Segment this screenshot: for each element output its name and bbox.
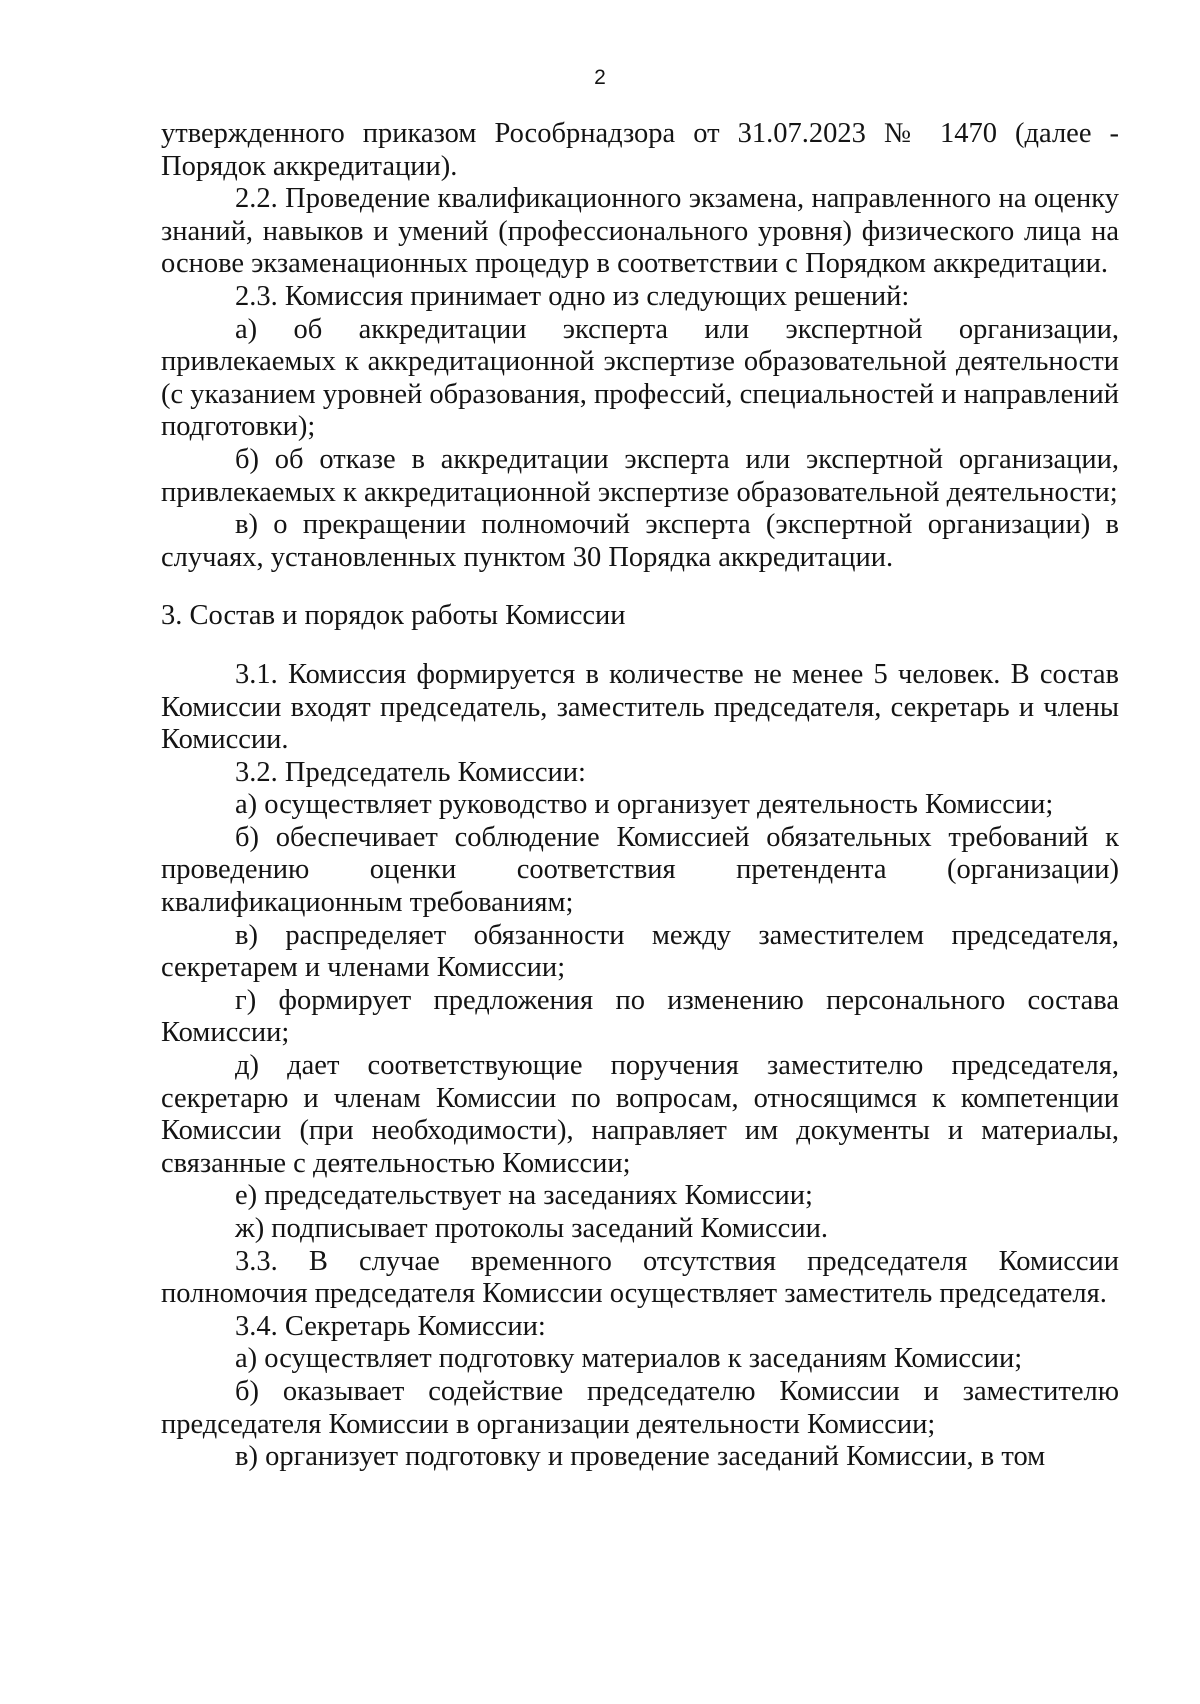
paragraph: б) об отказе в аккредитации эксперта или экспертной организации, привлекаемых к аккредитационной экспертизе образовательной деятельности; xyxy=(161,443,1119,508)
paragraph: утвержденного приказом Рособрнадзора от 31.07.2023 № 1470 (далее - Порядок аккредитации). xyxy=(161,118,1119,182)
paragraph: а) осуществляет подготовку материалов к заседаниям Комиссии; xyxy=(235,1343,1023,1375)
paragraph: 3.4. Секретарь Комиссии: xyxy=(235,1310,546,1342)
page-number: 2 xyxy=(594,66,606,89)
paragraph: а) осуществляет руководство и организует деятельность Комиссии; xyxy=(235,789,1054,821)
paragraph: в) о прекращении полномочий эксперта (экспертной организации) в случаях, установленных пунктом 30 Порядка аккредитации. xyxy=(161,509,1119,573)
section-3-text xyxy=(161,659,1119,1474)
paragraph: 2.3. Комиссия принимает одно из следующих решений: xyxy=(235,280,910,312)
paragraph: а) об аккредитации эксперта или экспертной организации, привлекаемых к аккредитационной экспертизе образовательной деятельности (с указанием уровней образования, профессий, специальностей и направлений подготовки); xyxy=(161,313,1119,443)
paragraph: ж) подписывает протоколы заседаний Комиссии. xyxy=(235,1213,828,1244)
paragraph: 3.2. Председатель Комиссии: xyxy=(235,756,586,788)
paragraph: д) дает соответствующие поручения заместителю председателя, секретарю и членам Комиссии по вопросам, относящимся к компетенции Комиссии (при необходимости), направляет им документы и материалы, связанные с деятельностью Комиссии; xyxy=(161,1050,1119,1179)
paragraph: 2.2. Проведение квалификационного экзамена, направленного на оценку знаний, навыков и умений (профессионального уровня) физического лица на основе экзаменационных процедур в соответствии с Порядком аккредитации. xyxy=(161,183,1119,280)
section-2-text xyxy=(161,118,1119,574)
paragraph: б) обеспечивает соблюдение Комиссией обязательных требований к проведению оценки соответствия претендента (организации) квалификационным требованиям; xyxy=(161,821,1119,919)
paragraph: в) организует подготовку и проведение заседаний Комиссии, в том xyxy=(235,1441,1046,1473)
document-body xyxy=(161,118,1119,1474)
section-heading: 3. Состав и порядок работы Комиссии xyxy=(161,600,626,632)
paragraph: е) председательствует на заседаниях Комиссии; xyxy=(235,1180,813,1212)
paragraph: 3.1. Комиссия формируется в количестве не менее 5 человек. В состав Комиссии входят председатель, заместитель председателя, секретарь и члены Комиссии. xyxy=(161,658,1119,756)
paragraph: в) распределяет обязанности между заместителем председателя, секретарем и членами Комиссии; xyxy=(161,919,1119,984)
paragraph: г) формирует предложения по изменению персонального состава Комиссии; xyxy=(161,984,1119,1049)
paragraph: 3.3. В случае временного отсутствия председателя Комиссии полномочия председателя Комиссии осуществляет заместитель председателя. xyxy=(161,1245,1119,1310)
paragraph: б) оказывает содействие председателю Комиссии и заместителю председателя Комиссии в организации деятельности Комиссии; xyxy=(161,1375,1119,1440)
